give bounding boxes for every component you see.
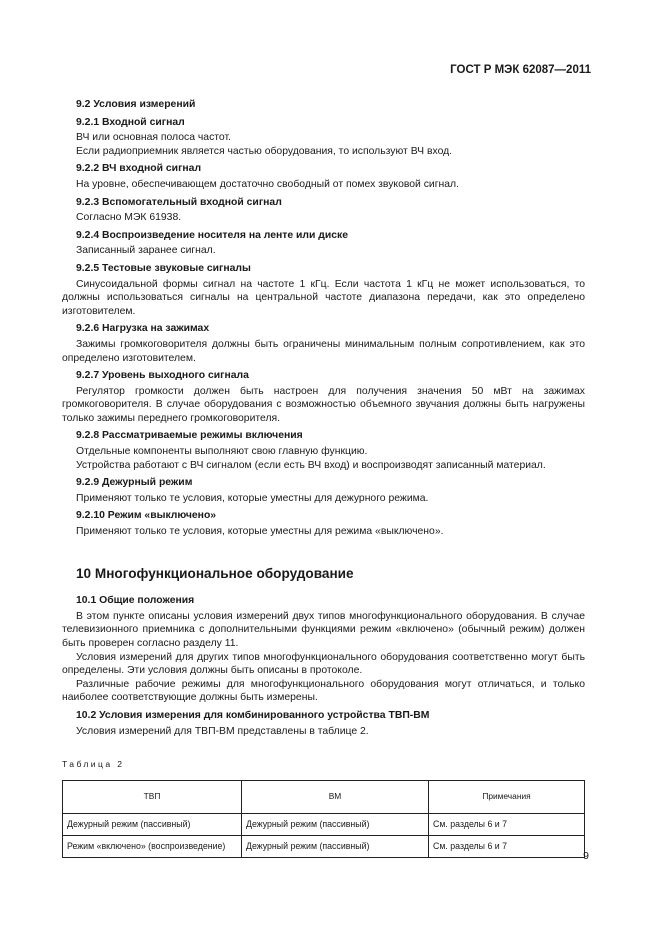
paragraph: Согласно МЭК 61938. (76, 212, 182, 224)
paragraph: Применяют только те условия, которые уместны для режима «выключено». (76, 526, 444, 538)
table-header-cell: Примечания (429, 780, 585, 813)
table-cell: Режим «включено» (воспроизведение) (63, 835, 242, 857)
paragraph: Условия измерений для других типов многофункционального оборудования соответственно могут быть определены. Эти условия должны быть описаны в протоколе. (62, 651, 585, 677)
text-blocks (62, 98, 585, 738)
subsection-heading: 9.2.8 Рассматриваемые режимы включения (76, 430, 303, 442)
subsection-heading: 9.2.1 Входной сигнал (76, 116, 185, 128)
subsection-heading: 9.2.7 Уровень выходного сигнала (76, 370, 249, 382)
subsection-heading: 9.2.9 Дежурный режим (76, 477, 193, 489)
document-header: ГОСТ Р МЭК 62087—2011 (450, 64, 591, 76)
page-number: 9 (583, 850, 589, 862)
paragraph: Применяют только те условия, которые уместны для дежурного режима. (76, 492, 429, 504)
subsection-heading: 9.2.4 Воспроизведение носителя на ленте или диске (76, 229, 349, 241)
table-header-cell: ВМ (242, 780, 429, 813)
subsection-heading: 9.2 Условия измерений (76, 99, 196, 110)
paragraph: Устройства работают с ВЧ сигналом (если есть ВЧ вход) и воспроизводят записанный материал. (76, 459, 546, 471)
paragraph: Отдельные компоненты выполняют свою главную функцию. (76, 446, 368, 458)
paragraph: На уровне, обеспечивающем достаточно свободный от помех звуковой сигнал. (76, 178, 459, 190)
paragraph: В этом пункте описаны условия измерений двух типов многофункционального оборудования. В случае телевизионного приемника с дополнительными функциями режим «включено» (обычный режим) должен быть проверен согласно разделу 11. (62, 610, 585, 649)
table-header-cell: ТВП (63, 780, 242, 813)
table-cell: Дежурный режим (пассивный) (242, 813, 429, 835)
table-cell: Дежурный режим (пассивный) (63, 813, 242, 835)
subsection-heading: 9.2.6 Нагрузка на зажимах (76, 323, 210, 335)
subsection-heading: 10.2 Условия измерения для комбинированного устройства ТВП-ВМ (76, 709, 430, 721)
table-row (63, 813, 585, 835)
table-2 (62, 780, 585, 858)
table-cell: См. разделы 6 и 7 (429, 813, 585, 835)
paragraph: Если радиоприемник является частью оборудования, то используют ВЧ вход. (76, 145, 453, 157)
subsection-heading: 9.2.5 Тестовые звуковые сигналы (76, 262, 251, 274)
table-caption: Таблица 2 (62, 759, 125, 770)
section-heading: 10 Многофункциональное оборудование (76, 565, 354, 581)
table-header-row (63, 780, 585, 813)
paragraph: Синусоидальной формы сигнал на частоте 1 кГц. Если частота 1 кГц не может использоваться, то должны использоваться сигналы на центральной частоте диапазона передачи, как это определено изготовителем. (62, 278, 585, 317)
table-cell: См. разделы 6 и 7 (429, 835, 585, 857)
subsection-heading: 9.2.10 Режим «выключено» (76, 510, 217, 522)
subsection-heading: 10.1 Общие положения (76, 595, 195, 607)
subsection-heading: 9.2.3 Вспомогательный входной сигнал (76, 196, 282, 208)
paragraph: ВЧ или основная полоса частот. (76, 132, 231, 144)
paragraph: Записанный заранее сигнал. (76, 245, 216, 257)
table-cell: Дежурный режим (пассивный) (242, 835, 429, 857)
paragraph: Зажимы громкоговорителя должны быть ограничены минимальным полным сопротивлением, как это определено изготовителем. (62, 338, 585, 364)
page-content (62, 94, 585, 858)
table-row (63, 835, 585, 857)
paragraph: Условия измерений для ТВП-ВМ представлены в таблице 2. (76, 725, 369, 737)
subsection-heading: 9.2.2 ВЧ входной сигнал (76, 163, 202, 175)
paragraph: Различные рабочие режимы для многофункционального оборудования могут отличаться, и только наиболее соответствующие должны быть измерены. (62, 678, 585, 704)
paragraph: Регулятор громкости должен быть настроен для получения значения 50 мВт на зажимах громкоговорителя. В случае оборудования с возможностью объемного звучания должны быть нагружены только зажимы переднего громкоговорителя. (62, 385, 585, 424)
